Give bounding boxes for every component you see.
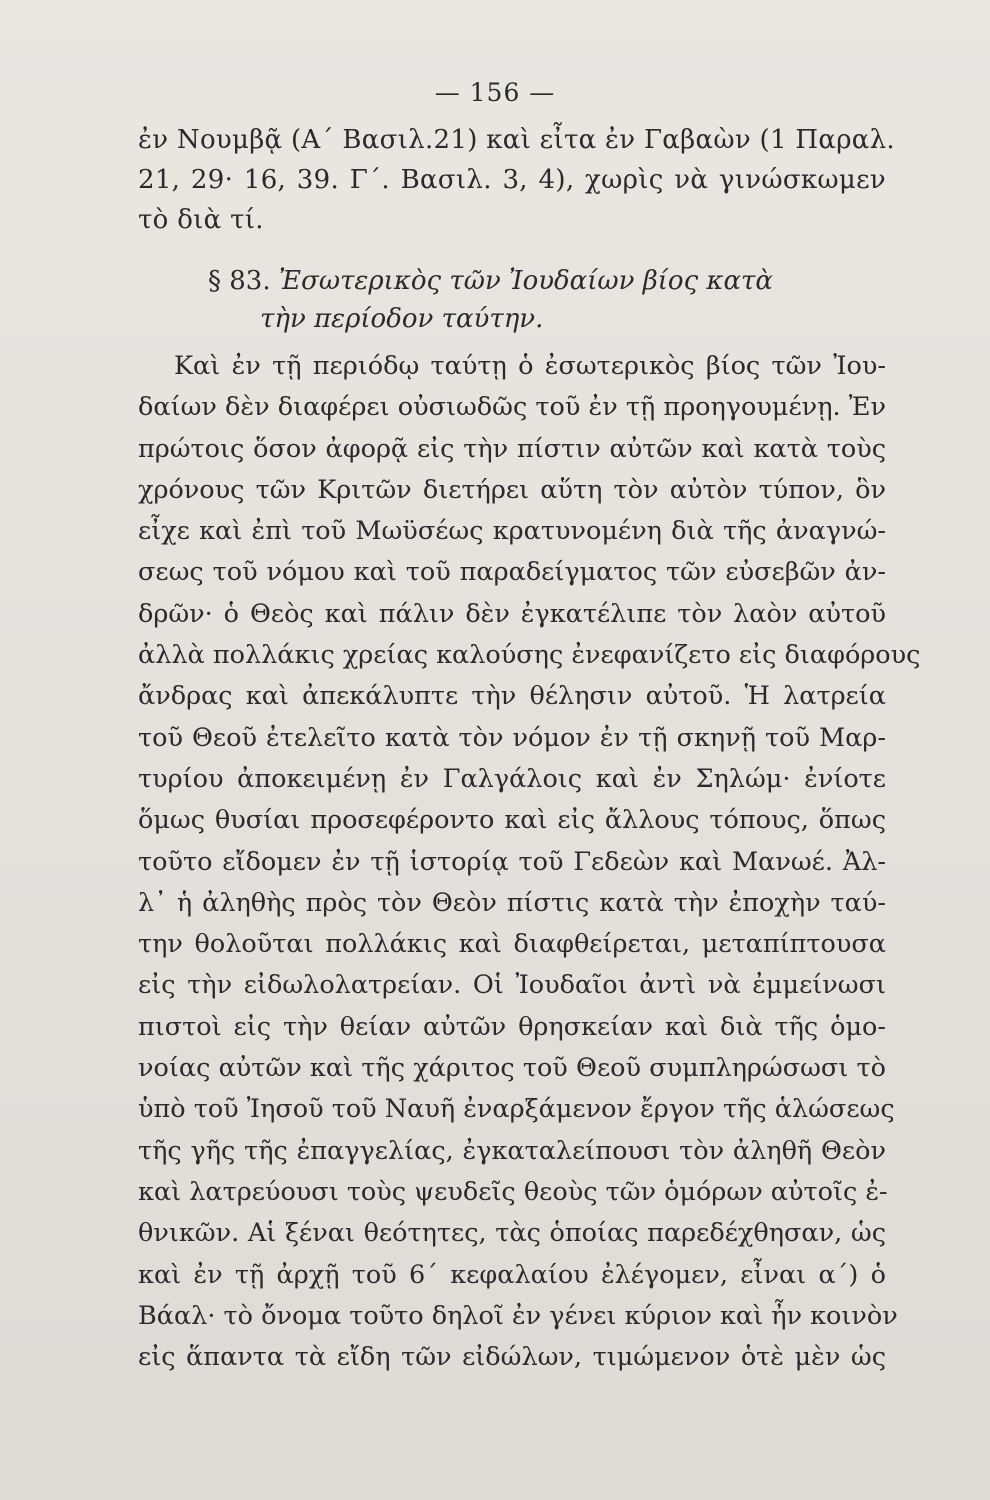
- text-line: τοῦτο εἴδομεν ἐν τῇ ἱστορίᾳ τοῦ Γεδεὼν καὶ Μανωέ. Ἀλ-: [138, 846, 886, 877]
- text-line: χρόνους τῶν Κριτῶν διετήρει αὕτη τὸν αὐτὸν τύπον, ὃν: [138, 474, 886, 505]
- text-line: ὅμως θυσίαι προσεφέροντο καὶ εἰς ἄλλους τόπους, ὅπως: [138, 805, 886, 836]
- text-line: εἰς τὴν εἰδωλολατρείαν. Οἱ Ἰουδαῖοι ἀντὶ νὰ ἐμμείνωσι: [138, 970, 886, 1001]
- section-heading-line: [138, 262, 886, 300]
- text-line: θνικῶν. Αἱ ξέναι θεότητες, τὰς ὁποίας παρεδέχθησαν, ὡς: [138, 1218, 886, 1249]
- text-line: καὶ λατρεύουσι τοὺς ψευδεῖς θεοὺς τῶν ὁμόρων αὐτοῖς ἐ-: [138, 1176, 888, 1207]
- text-line: τοῦ Θεοῦ ἐτελεῖτο κατὰ τὸν νόμον ἐν τῇ σκηνῇ τοῦ Μαρ-: [138, 722, 886, 753]
- body-paragraph: [138, 346, 921, 1378]
- text-line: δαίων δὲν διαφέρει οὐσιωδῶς τοῦ ἐν τῇ προηγουμένῃ. Ἐν: [138, 392, 886, 423]
- text-line: πιστοὶ εἰς τὴν θείαν αὐτῶν θρησκείαν καὶ διὰ τῆς ὁμο-: [138, 1011, 886, 1042]
- intro-paragraph: [138, 120, 895, 240]
- text-line: πρώτοις ὅσον ἀφορᾷ εἰς τὴν πίστιν αὐτῶν καὶ κατὰ τοὺς: [138, 433, 886, 464]
- section-title: Ἐσωτερικὸς τῶν Ἰουδαίων βίος κατὰ: [278, 266, 773, 296]
- section-number: § 83.: [208, 266, 271, 296]
- text-line: εἰς ἅπαντα τὰ εἴδη τῶν εἰδώλων, τιμώμενον ὁτὲ μὲν ὡς: [138, 1342, 886, 1373]
- text-line: τῆς γῆς τῆς ἐπαγγελίας, ἐγκαταλείπουσι τὸν ἀληθῆ Θεὸν: [138, 1135, 886, 1166]
- text-line: Καὶ ἐν τῇ περιόδῳ ταύτῃ ὁ ἐσωτερικὸς βίος τῶν Ἰου-: [174, 351, 886, 381]
- text-line: καὶ ἐν τῇ ἀρχῇ τοῦ 6΄ κεφαλαίου ἐλέγομεν, εἶναι α΄) ὁ: [138, 1259, 886, 1290]
- section-heading: [138, 262, 886, 338]
- section-title-continuation: τὴν περίοδον ταύτην.: [260, 304, 544, 334]
- text-line: σεως τοῦ νόμου καὶ τοῦ παραδείγματος τῶν εὐσεβῶν ἀν-: [138, 557, 886, 588]
- text-line: ἀλλὰ πολλάκις χρείας καλούσης ἐνεφανίζετο εἰς διαφόρους: [138, 640, 921, 671]
- text-line: δρῶν· ὁ Θεὸς καὶ πάλιν δὲν ἐγκατέλιπε τὸν λαὸν αὐτοῦ: [138, 598, 886, 629]
- page-number: — 156 —: [434, 78, 556, 107]
- text-line: τυρίου ἀποκειμένῃ ἐν Γαλγάλοις καὶ ἐν Σηλώμ· ἐνίοτε: [138, 763, 886, 794]
- text-line: 21, 29· 16, 39. Γ΄. Βασιλ. 3, 4), χωρὶς νὰ γινώσκωμεν: [138, 165, 886, 195]
- text-line: ὑπὸ τοῦ Ἰησοῦ τοῦ Ναυῆ ἐναρξάμενον ἔργον τῆς ἁλώσεως: [138, 1094, 895, 1125]
- text-line: λ᾽ ἡ ἀληθὴς πρὸς τὸν Θεὸν πίστις κατὰ τὴν ἐποχὴν ταύ-: [138, 887, 886, 918]
- text-line: νοίας αὐτῶν καὶ τῆς χάριτος τοῦ Θεοῦ συμπληρώσωσι τὸ: [138, 1053, 886, 1084]
- text-line: εἶχε καὶ ἐπὶ τοῦ Μωϋσέως κρατυνομένη διὰ τῆς ἀναγνώ-: [138, 516, 886, 547]
- text-line: ἐν Νουμβᾷ (Α΄ Βασιλ.21) καὶ εἶτα ἐν Γαβαὼν (1 Παραλ.: [138, 125, 895, 155]
- text-line: Βάαλ· τὸ ὄνομα τοῦτο δηλοῖ ἐν γένει κύριον καὶ ἦν κοινὸν: [138, 1300, 898, 1331]
- text-line: τὸ διὰ τί.: [138, 205, 264, 235]
- text-line: την θολοῦται πολλάκις καὶ διαφθείρεται, μεταπίπτουσα: [138, 929, 886, 960]
- text-line: ἄνδρας καὶ ἀπεκάλυπτε τὴν θέλησιν αὐτοῦ. Ἡ λατρεία: [138, 681, 886, 712]
